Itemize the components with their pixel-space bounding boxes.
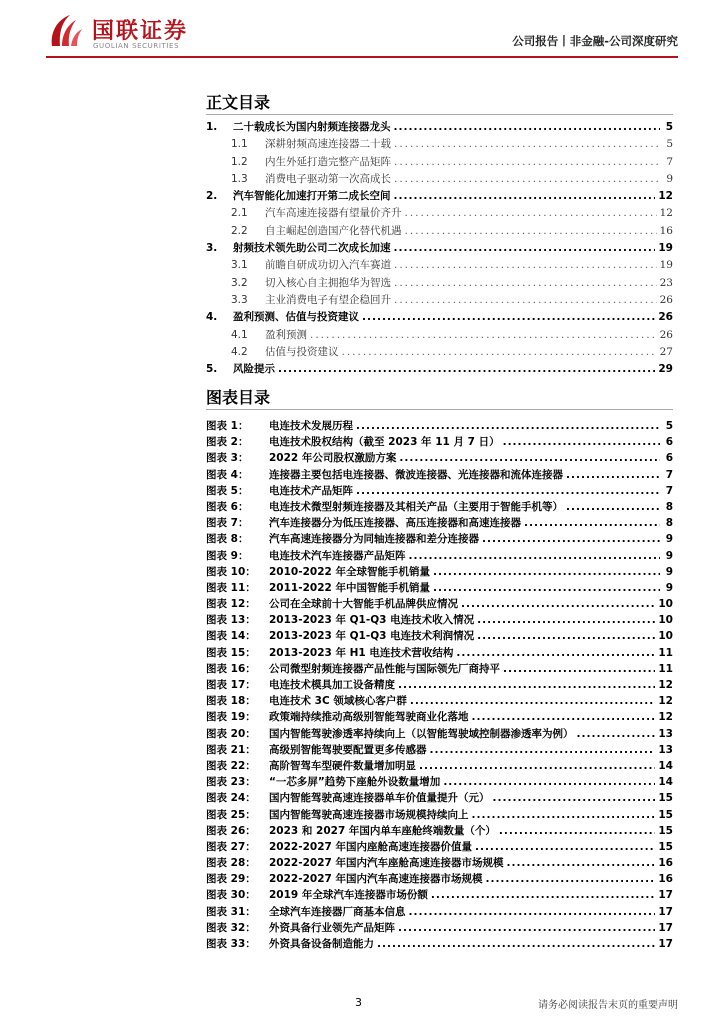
figure-entry-number: 图表 26：: [206, 824, 256, 837]
figure-entry-number: 图表 20：: [206, 727, 256, 740]
toc-entry[interactable]: [206, 361, 673, 378]
figure-entry[interactable]: [206, 855, 673, 871]
figure-entry-number: 图表 21：: [206, 743, 256, 756]
toc-entry-title: 估值与投资建议: [265, 345, 339, 358]
toc-entry[interactable]: [206, 188, 673, 205]
toc-entry[interactable]: [206, 275, 673, 292]
toc-entry-title: 盈利预测: [265, 328, 307, 341]
guolian-logo: [46, 12, 196, 52]
dot-leader: [475, 839, 655, 855]
dot-leader: [409, 548, 661, 564]
dot-leader: [443, 774, 655, 790]
figure-entry[interactable]: [206, 920, 673, 936]
figure-entry-page: 17: [658, 938, 673, 950]
figure-entry[interactable]: [206, 742, 673, 758]
figure-entry-page: 15: [658, 808, 673, 821]
figure-entry[interactable]: [206, 596, 673, 612]
figure-entry-number: 图表 5：: [206, 484, 249, 497]
figure-entry[interactable]: [206, 774, 673, 790]
toc-entry-number: 3.3: [231, 293, 248, 306]
figure-entry-page: 7: [665, 468, 673, 481]
figure-entry-title: 国内智能驾驶渗透率持续向上（以智能驾驶域控制器渗透率为例）: [269, 727, 574, 740]
figure-entry-title: 外资具备设备制造能力: [269, 938, 374, 950]
figure-entry[interactable]: [206, 887, 673, 903]
figure-entry-number: 图表 2：: [206, 436, 249, 449]
figure-entry-title: 电连技术 3C 领域核心客户群: [269, 695, 407, 708]
dot-leader: [394, 136, 660, 153]
figure-entry[interactable]: [206, 677, 673, 693]
figure-entry[interactable]: [206, 531, 673, 547]
figure-entry-title: 2022-2027 年国内汽车座舱高速连接器市场规模: [269, 857, 504, 870]
toc-entry-title: 切入核心自主拥抱华为智选: [265, 276, 391, 289]
figure-entry[interactable]: [206, 661, 673, 677]
dot-leader: [410, 693, 656, 709]
figure-entry[interactable]: [206, 693, 673, 709]
dot-leader: [342, 344, 657, 361]
figure-entry-title: 2019 年全球汽车连接器市场份额: [269, 889, 428, 902]
figure-entry-title: 2022 年公司股权激励方案: [269, 452, 397, 465]
figure-entry-page: 12: [658, 711, 673, 724]
figure-entry[interactable]: [206, 645, 673, 661]
figure-entry-title: 全球汽车连接器厂商基本信息: [269, 905, 406, 918]
toc-entry-page: 7: [666, 155, 673, 168]
dot-leader: [472, 807, 656, 823]
figure-entry-number: 图表 3：: [206, 452, 249, 465]
figures-title-rule: [206, 409, 673, 410]
toc-entry-title: 射频技术领先助公司二次成长加速: [233, 242, 391, 255]
figure-entry-title: 2023 和 2027 年国内单车座舱终端数量（个）: [269, 824, 496, 837]
dot-leader: [566, 499, 660, 515]
figure-entry-page: 6: [665, 452, 673, 465]
figure-entry-title: 公司在全球前十大智能手机品牌供应情况: [269, 598, 458, 611]
figure-entry-title: 电连技术汽车连接器产品矩阵: [269, 549, 406, 562]
figure-entry[interactable]: [206, 628, 673, 644]
figure-entry-title: 电连技术发展历程: [269, 420, 353, 432]
toc-entry-page: 5: [665, 121, 673, 133]
figure-entry-title: 2022-2027 年国内座舱高速连接器价值量: [269, 840, 472, 853]
figure-entry-page: 16: [658, 873, 673, 886]
toc-entry-number: 1.2: [231, 155, 248, 168]
toc-entry-number: 3.1: [231, 259, 248, 272]
toc-title-rule: [206, 114, 673, 115]
toc-entry[interactable]: [206, 344, 673, 361]
dot-leader: [394, 275, 657, 292]
figure-entry[interactable]: [206, 758, 673, 774]
figure-entry-number: 图表 8：: [206, 533, 249, 546]
figure-entry-title: 2011-2022 年中国智能手机销量: [269, 581, 430, 594]
figure-entry-page: 10: [658, 598, 673, 611]
toc-entry[interactable]: [206, 327, 673, 344]
dot-leader: [482, 531, 660, 547]
dot-leader: [433, 580, 660, 596]
dot-leader: [377, 936, 655, 952]
figure-entry-page: 9: [665, 581, 673, 594]
toc-entry[interactable]: [206, 309, 673, 326]
toc-entry-page: 26: [659, 328, 673, 341]
figure-entry-page: 16: [658, 857, 673, 870]
figure-entry-title: 电连技术模具加工设备精度: [269, 679, 395, 691]
figure-entry-number: 图表 23：: [206, 776, 256, 789]
toc-entry-number: 1.1: [231, 138, 248, 151]
figure-entry-title: 2022-2027 年国内汽车高速连接器市场规模: [269, 873, 483, 886]
toc-entry-number: 3.2: [231, 276, 248, 289]
figure-entry-number: 图表 10：: [206, 565, 256, 578]
dot-leader: [394, 154, 660, 171]
figure-list: [206, 418, 673, 952]
figure-entry[interactable]: [206, 871, 673, 887]
figure-entry-number: 图表 9：: [206, 549, 249, 562]
toc-entry-title: 盈利预测、估值与投资建议: [233, 311, 359, 324]
dot-leader: [356, 483, 660, 499]
toc-entry-title: 深耕射频高速连接器二十载: [265, 138, 391, 151]
toc-entry-number: 5.: [206, 363, 218, 376]
toc-entry-number: 4.1: [231, 328, 248, 341]
logo-chinese-text: 国联证券: [92, 19, 189, 44]
figure-entry[interactable]: [206, 904, 673, 920]
dot-leader: [503, 434, 660, 450]
figure-entry-page: 9: [665, 565, 673, 578]
figure-entry-title: 2013-2023 年 H1 电连技术营收结构: [269, 646, 454, 659]
figure-entry[interactable]: [206, 839, 673, 855]
toc-entry[interactable]: [206, 257, 673, 274]
figure-entry-number: 图表 17：: [206, 679, 256, 691]
report-category: 公司报告丨非金融-公司深度研究: [512, 34, 678, 48]
figure-entry-title: 汽车连接器分为低压连接器、高压连接器和高速连接器: [269, 517, 521, 530]
dot-leader: [499, 823, 655, 839]
figure-entry-page: 15: [658, 840, 673, 853]
figure-entry-number: 图表 33：: [206, 938, 256, 950]
figure-entry-page: 9: [665, 549, 673, 562]
dot-leader: [503, 661, 655, 677]
figure-entry-title: 2013-2023 年 Q1-Q3 电连技术收入情况: [269, 614, 475, 627]
toc-entry-page: 19: [659, 259, 673, 272]
figure-entry-page: 11: [658, 646, 673, 659]
figure-entry-title: 2013-2023 年 Q1-Q3 电连技术利润情况: [269, 630, 475, 643]
toc-title: 正文目录: [206, 93, 271, 112]
dot-leader: [461, 596, 655, 612]
toc-entry-title: 消费电子驱动第一次高成长: [265, 172, 391, 185]
toc-entry-page: 29: [658, 363, 673, 376]
toc-entry-page: 19: [658, 242, 673, 255]
figure-entry-page: 7: [665, 484, 673, 497]
dot-leader: [477, 628, 655, 644]
figure-entry[interactable]: [206, 580, 673, 596]
figure-entry-number: 图表 22：: [206, 759, 256, 772]
toc-entry-title: 主业消费电子有望企稳回升: [265, 293, 391, 306]
figure-entry-page: 8: [665, 517, 673, 530]
figure-entry-title: 2010-2022 年全球智能手机销量: [269, 565, 430, 578]
figure-entry-title: 高阶智驾车型硬件数量增加明显: [269, 759, 416, 772]
figure-entry-number: 图表 14：: [206, 630, 256, 643]
logo-english-text: GUOLIAN SECURITIES: [93, 42, 180, 50]
figure-entry-page: 13: [658, 727, 673, 740]
dot-leader: [409, 904, 656, 920]
figure-entry-title: 国内智能驾驶高速连接器单车价值量提升（元）: [269, 792, 490, 805]
figure-entry-number: 图表 13：: [206, 614, 256, 627]
figure-entry-title: 连接器主要包括电连接器、微波连接器、光连接器和流体连接器: [269, 468, 563, 481]
toc-entry-number: 4.2: [231, 345, 248, 358]
toc-entry-number: 3.: [206, 242, 218, 255]
dot-leader: [472, 709, 656, 725]
figure-entry-number: 图表 15：: [206, 646, 256, 659]
guolian-logo-icon: [46, 12, 86, 52]
figure-entry-number: 图表 29：: [206, 873, 256, 886]
figure-entry-number: 图表 4：: [206, 468, 249, 481]
dot-leader: [566, 467, 660, 483]
page-number: 3: [355, 996, 362, 1009]
figure-entry-number: 图表 11：: [206, 581, 256, 594]
toc-entry-title: 自主崛起创造国产化替代机遇: [265, 224, 402, 237]
dot-leader: [419, 758, 655, 774]
figure-entry[interactable]: [206, 434, 673, 450]
dot-leader: [278, 361, 655, 378]
toc-entry-title: 前瞻自研成功切入汽车赛道: [265, 259, 391, 272]
figure-entry-page: 15: [658, 824, 673, 837]
toc-entry-number: 4.: [206, 311, 218, 324]
toc-entry-number: 1.3: [231, 172, 248, 185]
dot-leader: [577, 726, 656, 742]
dot-leader: [431, 887, 655, 903]
toc-entry-page: 23: [659, 276, 673, 289]
figure-entry[interactable]: [206, 515, 673, 531]
figure-entry-title: 公司微型射频连接器产品性能与国际领先厂商持平: [269, 662, 500, 675]
figures-title: 图表目录: [206, 388, 271, 407]
dot-leader: [394, 240, 656, 257]
toc-entry[interactable]: [206, 240, 673, 257]
dot-leader: [394, 171, 660, 188]
figure-entry[interactable]: [206, 823, 673, 839]
toc-entry[interactable]: [206, 119, 673, 136]
figure-entry-title: 外资具备行业领先产品矩阵: [269, 921, 395, 934]
figure-entry[interactable]: [206, 467, 673, 483]
figure-entry-number: 图表 27：: [206, 840, 256, 853]
figure-entry[interactable]: [206, 612, 673, 628]
toc-entry-number: 2.: [206, 190, 218, 203]
figure-entry[interactable]: [206, 450, 673, 466]
toc-entry-page: 5: [666, 138, 673, 151]
figure-entry-number: 图表 6：: [206, 500, 249, 513]
toc-entry-number: 1.: [206, 121, 218, 133]
toc-entry-page: 16: [659, 224, 673, 237]
dot-leader: [398, 677, 655, 693]
figure-entry-number: 图表 18：: [206, 695, 256, 708]
figure-entry[interactable]: [206, 548, 673, 564]
toc-entry-page: 27: [659, 345, 673, 358]
toc-entry[interactable]: [206, 223, 673, 240]
header-divider: [46, 56, 678, 58]
figure-entry-title: 电连技术股权结构（截至 2023 年 11 月 7 日）: [269, 436, 500, 449]
figure-entry-page: 10: [658, 630, 673, 643]
dot-leader: [398, 920, 655, 936]
toc-entry[interactable]: [206, 292, 673, 309]
figure-entry-page: 17: [658, 889, 673, 902]
figure-entry[interactable]: [206, 418, 673, 434]
figure-entry-page: 12: [658, 679, 673, 691]
dot-leader: [394, 292, 657, 309]
figure-entry-number: 图表 19：: [206, 711, 256, 724]
figure-entry-title: “一芯多屏”趋势下座舱外设数量增加: [269, 776, 441, 789]
figure-entry-page: 13: [658, 743, 673, 756]
dot-leader: [433, 564, 660, 580]
figure-entry-number: 图表 30：: [206, 889, 256, 902]
figure-entry-number: 图表 31：: [206, 905, 256, 918]
dot-leader: [362, 309, 655, 326]
figure-entry-page: 17: [658, 905, 673, 918]
dot-leader: [394, 119, 661, 136]
dot-leader: [405, 223, 657, 240]
figure-entry-number: 图表 16：: [206, 662, 256, 675]
figure-entry-number: 图表 28：: [206, 857, 256, 870]
figure-entry-page: 9: [665, 533, 673, 546]
toc-entry-number: 2.2: [231, 224, 248, 237]
figure-entry-page: 15: [658, 792, 673, 805]
toc-entry[interactable]: [206, 136, 673, 153]
figure-entry[interactable]: [206, 499, 673, 515]
toc-entry[interactable]: [206, 154, 673, 171]
dot-leader: [310, 327, 657, 344]
figure-entry-page: 8: [665, 500, 673, 513]
figure-entry-page: 17: [658, 921, 673, 934]
toc-entry[interactable]: [206, 205, 673, 222]
toc-entry-page: 12: [659, 207, 673, 220]
figure-entry-page: 6: [665, 436, 673, 449]
toc-entry-title: 内生外延打造完整产品矩阵: [265, 155, 391, 168]
page-header: [0, 0, 724, 62]
figure-entry-number: 图表 1：: [206, 420, 249, 432]
toc-list: [206, 119, 673, 378]
toc-entry-title: 汽车智能化加速打开第二成长空间: [233, 190, 391, 203]
toc-entry-title: 二十载成长为国内射频连接器龙头: [233, 121, 391, 133]
dot-leader: [405, 205, 657, 222]
figure-entry[interactable]: [206, 564, 673, 580]
figure-entry-title: 政策端持续推动高级别智能驾驶商业化落地: [269, 711, 469, 724]
toc-entry-page: 26: [658, 311, 673, 324]
dot-leader: [456, 645, 655, 661]
toc-entry-page: 9: [666, 172, 673, 185]
figure-entry[interactable]: [206, 483, 673, 499]
toc-entry-page: 12: [658, 190, 673, 203]
dot-leader: [356, 418, 660, 434]
toc-entry-number: 2.1: [231, 207, 248, 220]
figure-entry-page: 14: [658, 776, 673, 789]
figure-entry-number: 图表 32：: [206, 921, 256, 934]
figure-entry[interactable]: [206, 709, 673, 725]
figure-entry-number: 图表 25：: [206, 808, 256, 821]
toc-entry-page: 26: [659, 293, 673, 306]
figure-entry-page: 11: [658, 662, 673, 675]
figure-entry-title: 汽车高速连接器分为同轴连接器和差分连接器: [269, 533, 479, 546]
figure-entry[interactable]: [206, 936, 673, 952]
dot-leader: [506, 855, 655, 871]
figure-entry-page: 12: [658, 695, 673, 708]
figure-entry-title: 电连技术微型射频连接器及其相关产品（主要用于智能手机等）: [269, 500, 563, 513]
figure-entry-title: 电连技术产品矩阵: [269, 484, 353, 497]
dot-leader: [394, 188, 656, 205]
figure-entry-title: 国内智能驾驶高速连接器市场规模持续向上: [269, 808, 469, 821]
figure-entry-page: 10: [658, 614, 673, 627]
figure-entry-title: 高级别智能驾驶要配置更多传感器: [269, 743, 427, 756]
dot-leader: [493, 790, 656, 806]
figure-entry-number: 图表 24：: [206, 792, 256, 805]
toc-entry[interactable]: [206, 171, 673, 188]
dot-leader: [394, 257, 657, 274]
toc-entry-title: 汽车高速连接器有望量价齐升: [265, 207, 402, 220]
dot-leader: [485, 871, 655, 887]
figure-entry-page: 14: [658, 759, 673, 772]
dot-leader: [399, 450, 660, 466]
dot-leader: [524, 515, 660, 531]
figure-entry[interactable]: [206, 807, 673, 823]
figure-entry-page: 5: [665, 420, 673, 432]
figure-entry-number: 图表 7：: [206, 517, 249, 530]
dot-leader: [477, 612, 655, 628]
figure-entry-number: 图表 12：: [206, 598, 256, 611]
figure-entry[interactable]: [206, 726, 673, 742]
toc-entry-title: 风险提示: [233, 363, 275, 376]
figure-entry[interactable]: [206, 790, 673, 806]
dot-leader: [430, 742, 656, 758]
disclaimer-text: 请务必阅读报告末页的重要声明: [538, 1000, 678, 1011]
